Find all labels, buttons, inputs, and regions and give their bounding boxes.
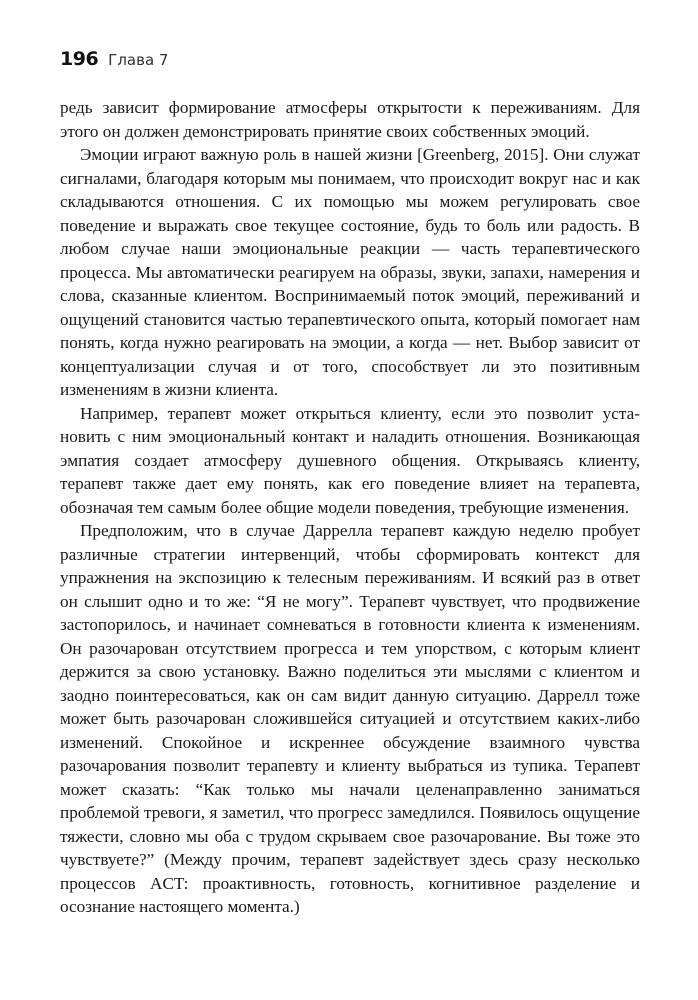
book-page xyxy=(60,48,640,919)
running-header xyxy=(60,48,640,88)
page-number: 196 xyxy=(60,48,99,70)
paragraph: Предположим, что в случае Даррелла терапевт каждую неделю пробует различные стратегии интервенций, чтобы сформировать контекст для упражнения на экспозицию к телесным переживаниям. И всякий раз в ответ он слышит одно и то же: “Я не могу”. Терапевт чувствует, что продвижение застопорилось, и начинает сомневаться в готовности клиента к изменениям. Он разочарован отсутствием прогресса и тем упорством, с которым клиент держится за свою установку. Важно поделиться эти мыслями с клиентом и заодно поинтересоваться, как он сам видит данную ситуацию. Даррелл тоже может быть разочарован сложившейся ситуацией и отсутствием каких-либо изменений. Спокойное и искреннее обсуждение взаимного чувства разочарования позволит терапевту и клиенту выбраться из тупика. Терапевт может сказать: “Как только мы начали целенаправленно заниматься проблемой тревоги, я заметил, что прогресс замедлился. Появилось ощущение тяжести, словно мы оба с трудом скрываем свое разочарование. Вы тоже это чувствуете?” (Между прочим, терапевт задействует здесь сразу несколько процессов ACT: проактивность, готовность, когнитивное разделение и осознание настоящего момента.) xyxy=(60,521,640,916)
chapter-title: Глава 7 xyxy=(108,51,169,69)
paragraph: редь зависит формирование атмосферы открытости к переживаниям. Для этого он должен демонстрировать принятие своих собственных эмоций. xyxy=(60,98,640,141)
body-text xyxy=(60,96,640,919)
paragraph: Эмоции играют важную роль в нашей жизни [Greenberg, 2015]. Они служат сигналами, благодаря которым мы понимаем, что происходит вокруг нас и как складываются отношения. С их помощью мы можем регулировать свое поведение и выражать свое текущее состояние, будь то боль или радость. В любом случае наши эмоциональные реакции — часть терапевтического процесса. Мы автоматически реагируем на образы, звуки, запахи, намерения и слова, сказанные клиентом. Воспринимаемый поток эмоций, переживаний и ощущений становится частью терапевтического опыта, который помогает нам понять, когда нужно реагировать на эмоции, а когда — нет. Выбор зависит от концептуализации случая и от того, способствует ли это позитивным изменениям в жизни клиента. xyxy=(60,145,640,399)
paragraph: Например, терапевт может открыться клиенту, если это позволит установить с ним эмоциональный контакт и наладить отношения. Возникающая эмпатия создает атмосферу душевного общения. Открываясь клиенту, терапевт также дает ему понять, как его поведение влияет на терапевта, обозначая тем самым более общие модели поведения, требующие изменения. xyxy=(60,403,640,517)
